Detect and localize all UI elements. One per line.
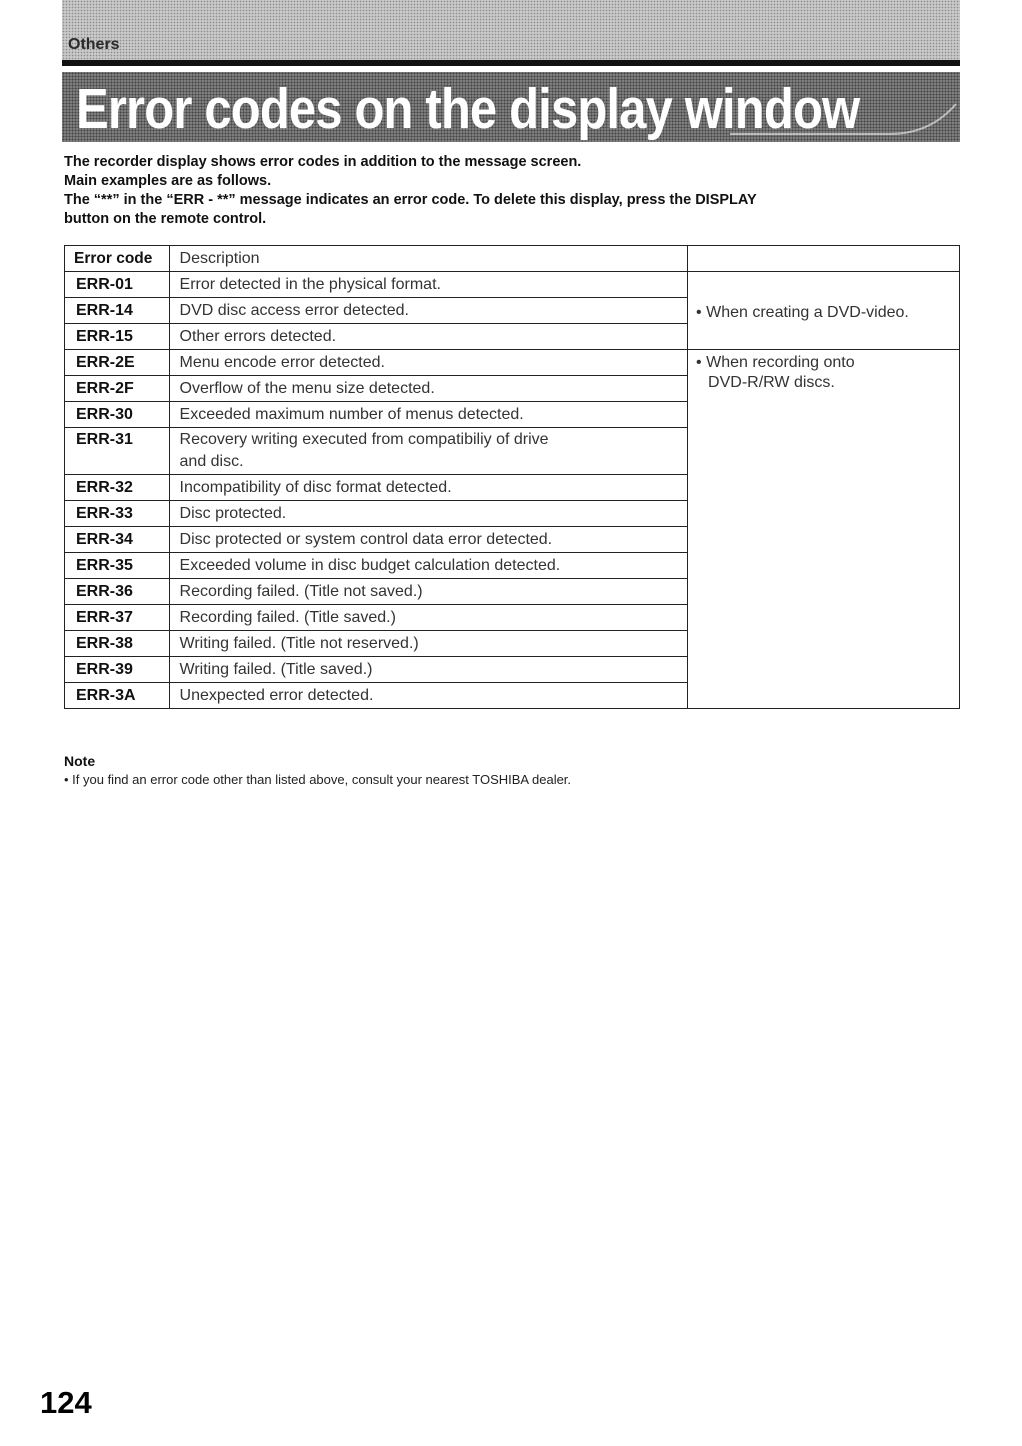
error-description: Unexpected error detected. [169, 683, 688, 709]
error-description: Incompatibility of disc format detected. [169, 475, 688, 501]
error-description: DVD disc access error detected. [169, 298, 688, 324]
error-code: ERR-3A [65, 683, 170, 709]
error-description-line: Recovery writing executed from compatibiliy of drive [179, 431, 549, 448]
error-code: ERR-35 [65, 553, 170, 579]
column-header-description: Description [169, 246, 688, 272]
error-code: ERR-15 [65, 324, 170, 350]
title-banner [62, 72, 960, 142]
error-code: ERR-33 [65, 501, 170, 527]
intro-line: The “**” in the “ERR - **” message indicates an error code. To delete this display, press the DISPLAY [64, 192, 757, 208]
error-code: ERR-32 [65, 475, 170, 501]
column-header-code: Error code [65, 246, 170, 272]
error-code: ERR-14 [65, 298, 170, 324]
note-dvd-video [688, 272, 960, 350]
error-description: Writing failed. (Title saved.) [169, 657, 688, 683]
note-heading: Note [64, 753, 96, 769]
notes-empty-cell [688, 246, 960, 272]
section-divider [62, 60, 960, 66]
note-dvd-rw [688, 350, 960, 709]
intro-line: button on the remote control. [64, 211, 267, 227]
note-dvd-video-text: • When creating a DVD-video. [696, 304, 909, 321]
note-text: • If you find an error code other than listed above, consult your nearest TOSHIBA dealer. [64, 772, 572, 787]
error-description: Exceeded volume in disc budget calculation detected. [169, 553, 688, 579]
intro-text [64, 153, 944, 229]
error-code: ERR-2E [65, 350, 170, 376]
error-description: Menu encode error detected. [169, 350, 688, 376]
error-description: Overflow of the menu size detected. [169, 376, 688, 402]
error-code: ERR-34 [65, 527, 170, 553]
section-header-bar [62, 0, 960, 60]
error-code: ERR-38 [65, 631, 170, 657]
error-description [169, 428, 688, 475]
intro-line: Main examples are as follows. [64, 173, 272, 189]
error-code: ERR-30 [65, 402, 170, 428]
section-label: Others [68, 36, 120, 53]
table-row [65, 272, 960, 298]
error-code: ERR-36 [65, 579, 170, 605]
error-description: Recording failed. (Title not saved.) [169, 579, 688, 605]
error-description: Writing failed. (Title not reserved.) [169, 631, 688, 657]
page-title: Error codes on the display window [76, 77, 860, 141]
error-code-table [64, 245, 960, 709]
error-description: Error detected in the physical format. [169, 272, 688, 298]
error-description-line: and disc. [179, 453, 244, 470]
error-code: ERR-37 [65, 605, 170, 631]
error-code: ERR-39 [65, 657, 170, 683]
note-dvd-rw-line2: DVD-R/RW discs. [708, 374, 835, 391]
error-description: Disc protected or system control data error detected. [169, 527, 688, 553]
error-code: ERR-2F [65, 376, 170, 402]
error-description: Recording failed. (Title saved.) [169, 605, 688, 631]
page-number: 124 [40, 1385, 92, 1420]
intro-line: The recorder display shows error codes in addition to the message screen. [64, 154, 582, 170]
error-description: Other errors detected. [169, 324, 688, 350]
error-description: Exceeded maximum number of menus detected. [169, 402, 688, 428]
error-description: Disc protected. [169, 501, 688, 527]
note-dvd-rw-line1: • When recording onto [696, 354, 855, 371]
table-row [65, 350, 960, 376]
error-code: ERR-31 [65, 428, 170, 475]
table-header-row [65, 246, 960, 272]
error-code: ERR-01 [65, 272, 170, 298]
banner-swoosh-icon [730, 96, 960, 136]
